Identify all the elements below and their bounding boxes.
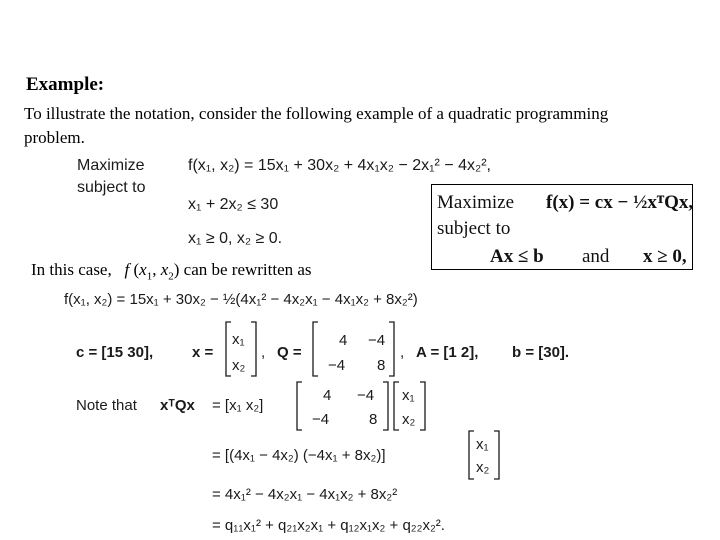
rewrite-comma: , bbox=[152, 260, 161, 279]
q-matrix-comma: , bbox=[400, 344, 405, 361]
note-label: Note that bbox=[76, 397, 137, 414]
x3-vector-entry-1: x₁ bbox=[476, 436, 489, 453]
q-matrix-left-bracket bbox=[313, 322, 318, 376]
x-vector-comma: , bbox=[261, 344, 266, 361]
rewrite-suffix: ) can be rewritten as bbox=[173, 260, 312, 279]
q-matrix-r2c2: 8 bbox=[377, 357, 386, 374]
b-definition: b = [30]. bbox=[512, 344, 570, 361]
rewrite-sub2: 2 bbox=[168, 270, 174, 283]
c-definition: c = [15 30], bbox=[76, 344, 154, 361]
q2-matrix-left-bracket bbox=[297, 382, 302, 430]
q-matrix-right-bracket bbox=[389, 322, 394, 376]
x-vector-right-bracket bbox=[251, 322, 256, 376]
general-objective: f(x) = cx − ½xᵀQx, bbox=[546, 192, 694, 213]
x-vector-entry-1: x₁ bbox=[232, 331, 245, 348]
x-vector-entry-2: x₂ bbox=[232, 357, 246, 374]
rewrite-f: f bbox=[124, 260, 130, 279]
general-and-label: and bbox=[582, 246, 610, 267]
x2-vector-entry-1: x₁ bbox=[402, 387, 415, 404]
a-definition: A = [1 2], bbox=[416, 344, 479, 361]
intro-paragraph: To illustrate the notation, consider the following example of a quadratic programming problem. bbox=[24, 104, 609, 147]
q2-matrix-r2c1: −4 bbox=[312, 411, 330, 428]
q-definition: Q = bbox=[277, 344, 302, 361]
x2-vector-left-bracket bbox=[394, 382, 399, 430]
x-definition: x = bbox=[192, 344, 214, 361]
x-vector-left-bracket bbox=[226, 322, 231, 376]
q2-matrix-r2c2: 8 bbox=[369, 411, 378, 428]
rewrite-x2: x bbox=[160, 260, 169, 279]
general-subject-label: subject to bbox=[437, 218, 511, 239]
note-xtqx: xᵀQx bbox=[160, 397, 195, 414]
problem-maximize-label: Maximize bbox=[77, 157, 145, 174]
general-constraint: Ax ≤ b bbox=[490, 246, 544, 267]
general-nonneg: x ≥ 0, bbox=[643, 246, 687, 267]
rewrite-x1: x bbox=[139, 260, 147, 279]
problem-objective: f(x₁, x₂) = 15x₁ + 30x₂ + 4x₁x₂ − 2x₁² − 4x₂², bbox=[188, 157, 491, 174]
q-matrix-r2c1: −4 bbox=[328, 357, 346, 374]
derivation-line-2: = [(4x₁ − 4x₂) (−4x₁ + 8x₂)] bbox=[212, 447, 386, 464]
problem-constraint-1: x₁ + 2x₂ ≤ 30 bbox=[188, 196, 279, 213]
rewrite-prefix: In this case, bbox=[31, 260, 112, 279]
x3-vector-entry-2: x₂ bbox=[476, 459, 490, 476]
derivation-line-3: = 4x₁² − 4x₂x₁ − 4x₁x₂ + 8x₂² bbox=[212, 486, 398, 503]
rewritten-objective: f(x₁, x₂) = 15x₁ + 30x₂ − ½(4x₁² − 4x₂x₁ − 4x₁x₂ + 8x₂²) bbox=[64, 291, 418, 308]
q2-matrix-r1c2: −4 bbox=[357, 387, 375, 404]
problem-constraint-2: x₁ ≥ 0, x₂ ≥ 0. bbox=[188, 230, 283, 247]
x3-vector-left-bracket bbox=[469, 431, 474, 479]
q2-matrix-right-bracket bbox=[383, 382, 388, 430]
q-matrix-r1c1: 4 bbox=[339, 332, 348, 349]
example-heading: Example: bbox=[26, 74, 105, 95]
note-row-vector: = [x₁ x₂] bbox=[212, 397, 264, 414]
x3-vector-right-bracket bbox=[494, 431, 499, 479]
derivation-line-4: = q₁₁x₁² + q₂₁x₂x₁ + q₁₂x₁x₂ + q₂₂x₂². bbox=[212, 517, 445, 534]
rewrite-open: ( bbox=[133, 260, 140, 279]
problem-subject-label: subject to bbox=[77, 179, 146, 196]
rewrite-sub1: 1 bbox=[146, 270, 153, 283]
q2-matrix-r1c1: 4 bbox=[323, 387, 332, 404]
x2-vector-entry-2: x₂ bbox=[402, 411, 416, 428]
general-maximize-label: Maximize bbox=[437, 192, 515, 213]
x2-vector-right-bracket bbox=[420, 382, 425, 430]
q-matrix-r1c2: −4 bbox=[368, 332, 386, 349]
